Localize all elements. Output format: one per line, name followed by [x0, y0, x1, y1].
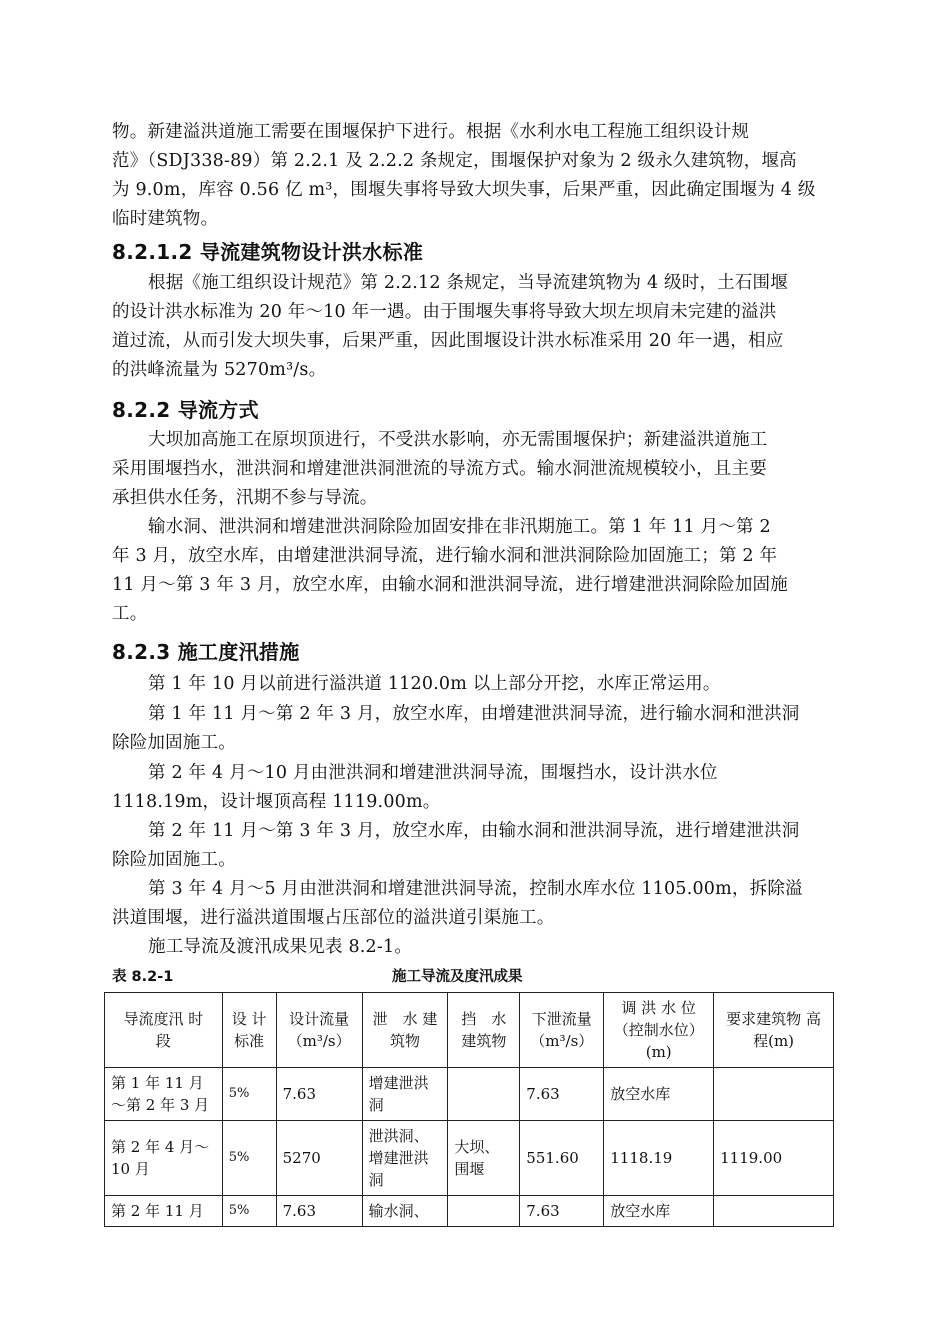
cell-retaining-structure: 大坝、围堰 — [448, 1121, 520, 1196]
sec-822-p1-line-3: 承担供水任务，汛期不参与导流。 — [112, 488, 378, 508]
cell-release-flow: 7.63 — [520, 1196, 604, 1227]
sec-823-p5-line-2: 洪道围堰，进行溢洪道围堰占压部位的溢洪道引渠施工。 — [112, 908, 555, 928]
intro-line-1: 物。新建溢洪道施工需要在围堰保护下进行。根据《水利水电工程施工组织设计规 — [112, 122, 750, 142]
header-release-flow: 下泄流量 （m³/s） — [520, 993, 604, 1068]
cell-period: 第 1 年 11 月～第 2 年 3 月 — [105, 1068, 223, 1121]
header-retaining-structure: 挡 水 建筑物 — [448, 993, 520, 1068]
intro-line-2: 范》（SDJ338-89）第 2.2.1 及 2.2.2 条规定，围堰保护对象为 2 级永久建筑物，堰高 — [112, 151, 797, 171]
sec-822-p2-line-3: 11 月～第 3 年 3 月，放空水库，由输水洞和泄洪洞导流，进行增建泄洪洞除险加固施 — [112, 575, 788, 595]
heading-8-2-2: 8.2.2 导流方式 — [112, 398, 259, 422]
sec-823-p2-line-2: 除险加固施工。 — [112, 733, 236, 753]
table-title: 施工导流及度汛成果 — [392, 969, 523, 985]
sec-822-p1-line-1: 大坝加高施工在原坝顶进行，不受洪水影响，亦无需围堰保护；新建溢洪道施工 — [148, 430, 768, 450]
cell-discharge-structure: 泄洪洞、增建泄洪洞 — [362, 1121, 448, 1196]
cell-retaining-structure — [448, 1196, 520, 1227]
table-row — [105, 1068, 834, 1121]
sec-822-p2-line-2: 年 3 月，放空水库，由增建泄洪洞导流，进行输水洞和泄洪洞除险加固施工；第 2 年 — [112, 546, 778, 566]
cell-standard: 5% — [222, 1121, 276, 1196]
table-label: 表 8.2-1 — [112, 969, 174, 985]
sec-822-p2-line-1: 输水洞、泄洪洞和增建泄洪洞除险加固安排在非汛期施工。第 1 年 11 月～第 2 — [148, 517, 771, 537]
cell-required-elevation — [714, 1196, 834, 1227]
table-header-row — [105, 993, 834, 1068]
cell-flood-level: 放空水库 — [604, 1196, 714, 1227]
cell-design-flow: 7.63 — [276, 1068, 362, 1121]
intro-line-4: 临时建筑物。 — [112, 209, 219, 229]
sec-823-p4-line-1: 第 2 年 11 月～第 3 年 3 月，放空水库，由输水洞和泄洪洞导流，进行增建泄洪洞 — [148, 821, 800, 841]
sec-8212-line-2: 的设计洪水标准为 20 年～10 年一遇。由于围堰失事将导致大坝左坝肩未完建的溢洪 — [112, 302, 777, 322]
cell-design-flow: 7.63 — [276, 1196, 362, 1227]
cell-release-flow: 551.60 — [520, 1121, 604, 1196]
sec-823-p3-line-2: 1118.19m，设计堰顶高程 1119.00m。 — [112, 792, 441, 812]
cell-release-flow: 7.63 — [520, 1068, 604, 1121]
heading-8-2-3: 8.2.3 施工度汛措施 — [112, 640, 300, 664]
sec-822-p1-line-2: 采用围堰挡水，泄洪洞和增建泄洪洞泄流的导流方式。输水洞泄流规模较小，且主要 — [112, 459, 767, 479]
cell-flood-level: 放空水库 — [604, 1068, 714, 1121]
sec-823-p3-line-1: 第 2 年 4 月～10 月由泄洪洞和增建泄洪洞导流，围堰挡水，设计洪水位 — [148, 763, 718, 783]
table-row — [105, 1121, 834, 1196]
cell-required-elevation — [714, 1068, 834, 1121]
sec-8212-line-4: 的洪峰流量为 5270m³/s。 — [112, 360, 327, 380]
cell-discharge-structure: 输水洞、 — [362, 1196, 448, 1227]
cell-standard: 5% — [222, 1068, 276, 1121]
cell-period: 第 2 年 4 月～10 月 — [105, 1121, 223, 1196]
header-design-flow: 设计流量 （m³/s） — [276, 993, 362, 1068]
cell-period: 第 2 年 11 月 — [105, 1196, 223, 1227]
header-required-elevation: 要求建筑物 高程(m) — [714, 993, 834, 1068]
table-row — [105, 1196, 834, 1227]
cell-standard: 5% — [222, 1196, 276, 1227]
cell-required-elevation: 1119.00 — [714, 1121, 834, 1196]
header-discharge-structure: 泄 水 建筑物 — [362, 993, 448, 1068]
heading-8-2-1-2: 8.2.1.2 导流建筑物设计洪水标准 — [112, 240, 424, 264]
cell-design-flow: 5270 — [276, 1121, 362, 1196]
sec-823-p6: 施工导流及渡汛成果见表 8.2-1。 — [148, 937, 413, 957]
sec-823-p5-line-1: 第 3 年 4 月～5 月由泄洪洞和增建泄洪洞导流，控制水库水位 1105.00m，拆除溢 — [148, 879, 803, 899]
sec-823-p1: 第 1 年 10 月以前进行溢洪道 1120.0m 以上部分开挖，水库正常运用。 — [148, 674, 721, 694]
sec-823-p2-line-1: 第 1 年 11 月～第 2 年 3 月，放空水库，由增建泄洪洞导流，进行输水洞和泄洪洞 — [148, 704, 800, 724]
sec-823-p4-line-2: 除险加固施工。 — [112, 850, 236, 870]
sec-8212-line-3: 道过流，从而引发大坝失事，后果严重，因此围堰设计洪水标准采用 20 年一遇，相应 — [112, 331, 784, 351]
sec-822-p2-line-4: 工。 — [112, 604, 148, 624]
sec-8212-line-1: 根据《施工组织设计规范》第 2.2.12 条规定，当导流建筑物为 4 级时，土石围堰 — [148, 273, 788, 293]
cell-discharge-structure: 增建泄洪洞 — [362, 1068, 448, 1121]
header-flood-level: 调 洪 水 位 （控制水位） (m) — [604, 993, 714, 1068]
intro-line-3: 为 9.0m，库容 0.56 亿 m³，围堰失事将导致大坝失事，后果严重，因此确定围堰为 4 级 — [112, 180, 816, 200]
cell-retaining-structure — [448, 1068, 520, 1121]
results-table — [104, 992, 834, 1227]
header-standard: 设 计 标准 — [222, 993, 276, 1068]
cell-flood-level: 1118.19 — [604, 1121, 714, 1196]
header-period: 导流度汛 时 段 — [105, 993, 223, 1068]
